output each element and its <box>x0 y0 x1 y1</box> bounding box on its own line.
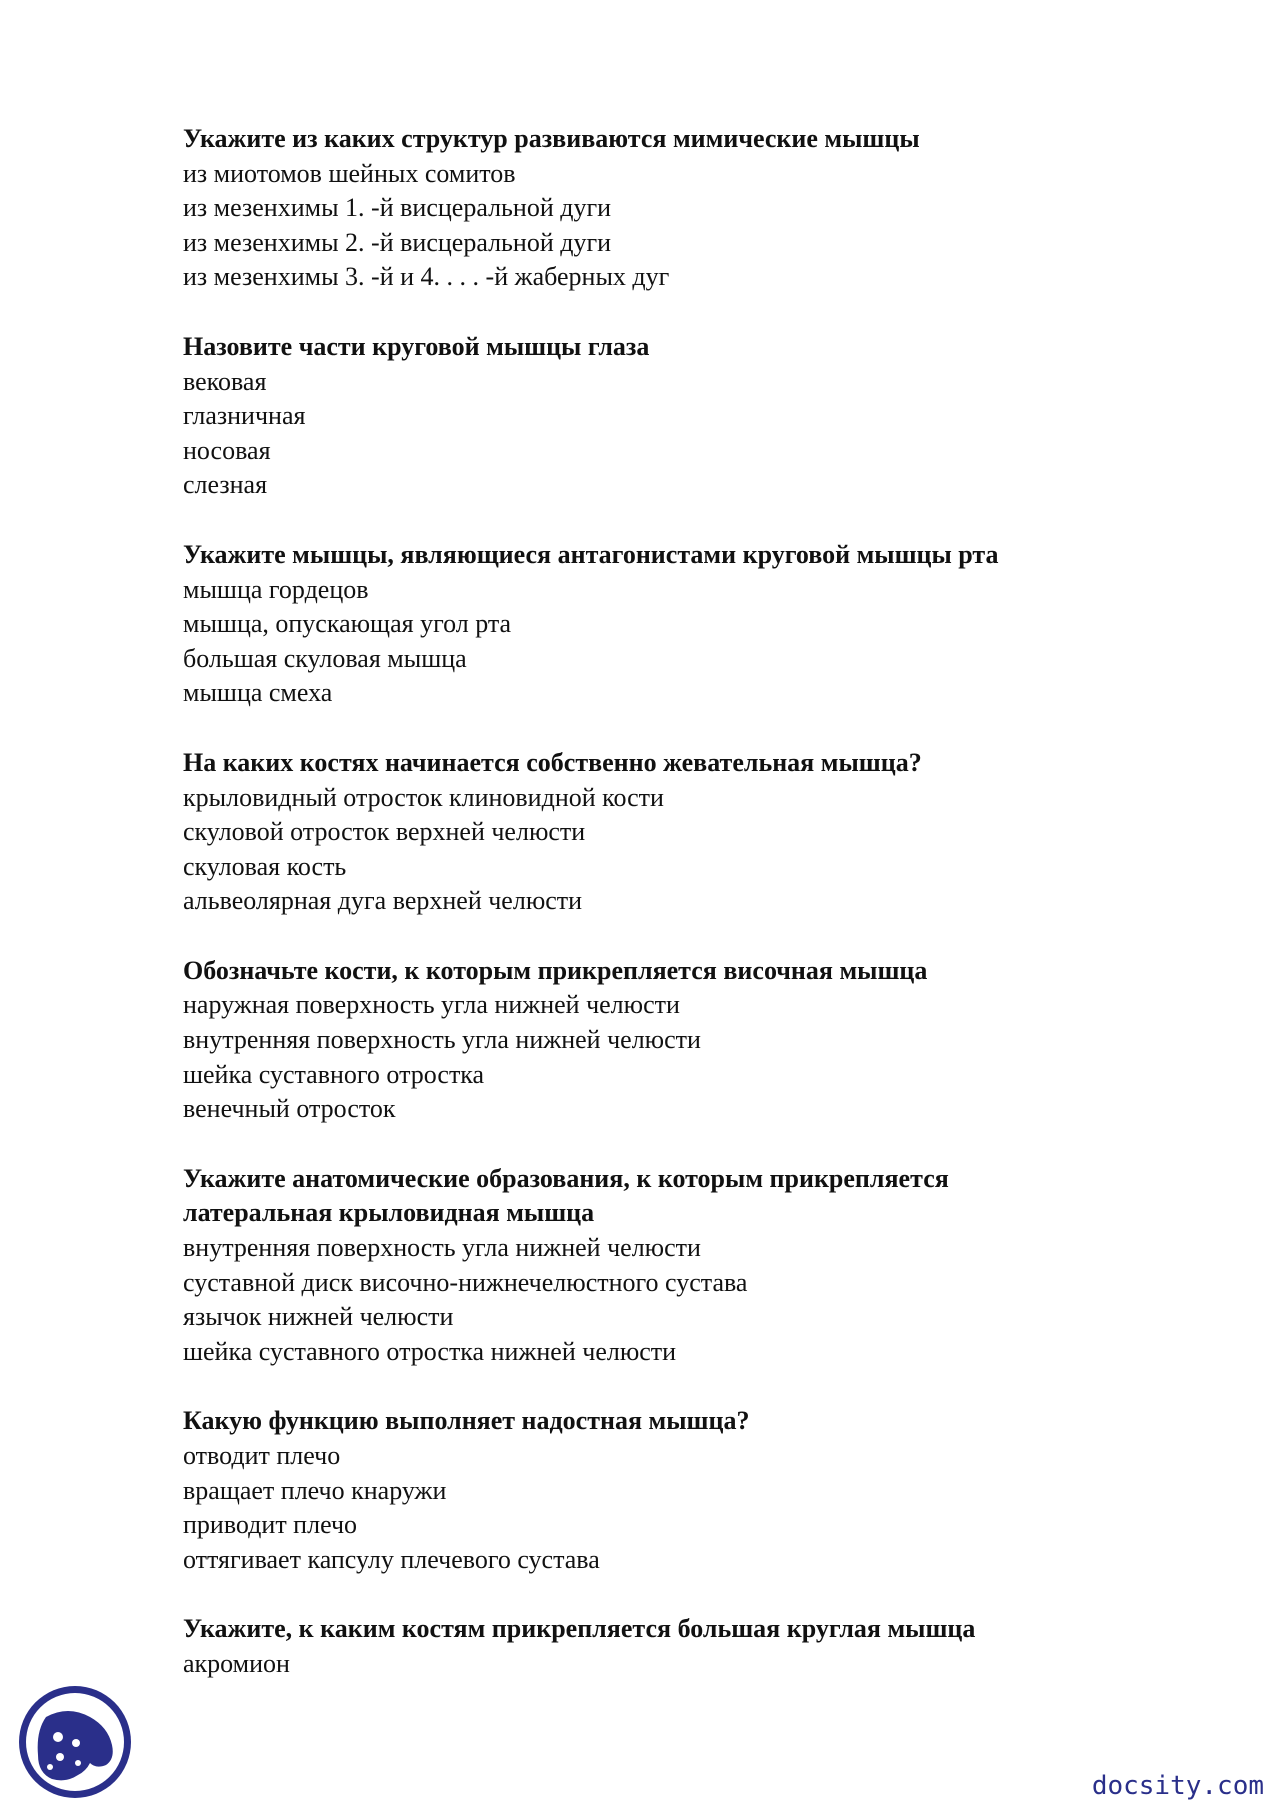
question-4 <box>183 746 1143 919</box>
question-8 <box>183 1612 1143 1681</box>
question-5 <box>183 954 1143 1127</box>
answer-list <box>183 157 1143 295</box>
answer-option: глазничная <box>183 401 306 431</box>
answer-list <box>183 988 1143 1126</box>
question-title: Укажите мышцы, являющиеся антагонистами круговой мышцы рта <box>183 539 999 569</box>
answer-option: скуловая кость <box>183 851 347 881</box>
answer-option: язычок нижней челюсти <box>183 1302 454 1332</box>
answer-option: шейка суставного отростка нижней челюсти <box>183 1336 677 1366</box>
answer-option: из мезенхимы 2. -й висцеральной дуги <box>183 227 612 257</box>
question-title: Укажите, к каким костям прикрепляется большая круглая мышца <box>183 1614 976 1644</box>
answer-option: слезная <box>183 470 268 500</box>
answer-option: суставной диск височно-нижнечелюстного сустава <box>183 1267 748 1297</box>
question-1 <box>183 122 1143 295</box>
question-title: Обозначьте кости, к которым прикрепляется височная мышца <box>183 955 928 985</box>
answer-option: вращает плечо кнаружи <box>183 1475 447 1505</box>
answer-list <box>183 1231 1143 1369</box>
answer-list <box>183 781 1143 919</box>
answer-list <box>183 1439 1143 1577</box>
answer-option: шейка суставного отростка <box>183 1059 485 1089</box>
answer-option: мышца, опускающая угол рта <box>183 609 512 639</box>
question-7 <box>183 1404 1143 1577</box>
docsity-brand-link[interactable]: docsity.com <box>1091 1771 1264 1801</box>
question-6 <box>183 1162 1143 1370</box>
answer-option: наружная поверхность угла нижней челюсти <box>183 990 680 1020</box>
answer-list <box>183 573 1143 711</box>
answer-option: приводит плечо <box>183 1510 358 1540</box>
question-title: Назовите части круговой мышцы глаза <box>183 331 650 361</box>
answer-option: венечный отросток <box>183 1094 396 1124</box>
docsity-logo-icon[interactable] <box>16 1683 134 1801</box>
answer-option: внутренняя поверхность угла нижней челюсти <box>183 1025 701 1055</box>
question-title: Укажите из каких структур развиваются мимические мышцы <box>183 124 920 153</box>
answer-option: отводит плечо <box>183 1441 341 1470</box>
answer-option: альвеолярная дуга верхней челюсти <box>183 886 583 916</box>
question-title: Какую функцию выполняет надостная мышца? <box>183 1406 750 1436</box>
answer-option: крыловидный отросток клиновидной кости <box>183 782 664 812</box>
answer-option: скуловой отросток верхней челюсти <box>183 817 586 847</box>
question-title-line-1: Укажите анатомические образования, к которым прикрепляется <box>183 1163 949 1193</box>
answer-option: из мезенхимы 1. -й висцеральной дуги <box>183 193 612 223</box>
answer-option: акромион <box>183 1648 290 1678</box>
answer-option: из мезенхимы 3. -й и 4. . . . -й жаберных дуг <box>183 262 670 292</box>
answer-list <box>183 365 1143 503</box>
question-title: На каких костях начинается собственно жевательная мышца? <box>183 747 922 777</box>
question-2 <box>183 330 1143 503</box>
answer-list <box>183 1647 1143 1682</box>
answer-option: из миотомов шейных сомитов <box>183 158 516 188</box>
answer-option: мышца смеха <box>183 678 333 708</box>
answer-option: внутренняя поверхность угла нижней челюсти <box>183 1233 701 1263</box>
answer-option: оттягивает капсулу плечевого сустава <box>183 1544 600 1574</box>
answer-option: вековая <box>183 366 267 396</box>
answer-option: носовая <box>183 435 271 465</box>
answer-option: мышца гордецов <box>183 574 369 604</box>
question-list <box>183 122 1143 1717</box>
question-title-line-2: латеральная крыловидная мышца <box>183 1198 595 1228</box>
question-3 <box>183 538 1143 711</box>
answer-option: большая скуловая мышца <box>183 643 467 673</box>
